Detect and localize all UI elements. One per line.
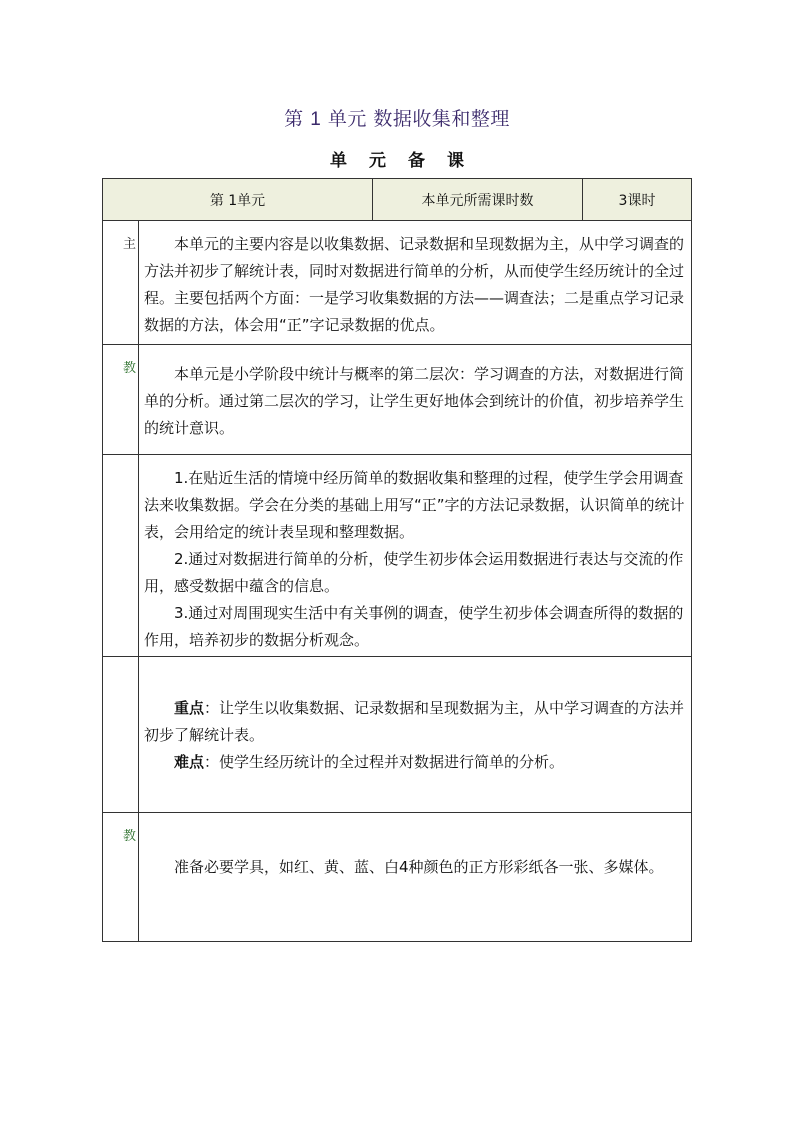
hours-value-cell: 3课时 (618, 192, 656, 209)
hours-label-cell: 本单元所需课时数 (373, 179, 583, 220)
title-number: 1 (310, 109, 322, 130)
table-header-row (103, 179, 691, 221)
goal-item: 1.在贴近生活的情境中经历简单的数据收集和整理的过程，使学生学会用调查法来收集数据。学会在分类的基础上用写“正”字的方法记录数据，认识简单的统计表，会用给定的统计表呈现和整理数据。 (144, 469, 685, 541)
side-label-cell (103, 345, 139, 454)
page-title (0, 104, 794, 131)
goal-item: 2.通过对数据进行简单的分析，使学生初步体会运用数据进行表达与交流的作用，感受数据中蕴含的信息。 (144, 550, 684, 595)
content-cell (140, 465, 691, 654)
paragraph: 本单元是小学阶段中统计与概率的第二层次：学习调查的方法，对数据进行简单的分析。通过第二层次的学习，让学生更好地体会到统计的价值，初步培养学生的统计意识。 (144, 365, 685, 437)
key-label: 重点 (174, 699, 205, 717)
content-cell (140, 695, 691, 776)
paragraph: 准备必要学具，如红、黄、蓝、白4种颜色的正方形彩纸各一张、多媒体。 (174, 858, 664, 876)
content-cell (140, 361, 691, 442)
title-prefix: 第 (284, 108, 304, 130)
key-text: ：让学生以收集数据、记录数据和呈现数据为主，从中学习调查的方法并初步了解统计表。 (144, 699, 685, 744)
difficulty-label: 难点 (174, 753, 205, 771)
content-cell (140, 231, 691, 339)
difficulty-text: ：使学生经历统计的全过程并对数据进行简单的分析。 (204, 753, 565, 771)
side-label-cell (103, 221, 139, 344)
page-subtitle: 单元备课 (330, 151, 486, 171)
table-row-goals (103, 455, 691, 657)
side-label-cell (103, 813, 139, 941)
content-cell (140, 854, 691, 881)
table-row-key-points (103, 657, 691, 813)
goal-item: 3.通过对周围现实生活中有关事例的调查，使学生初步体会调查所得的数据的作用，培养初步的数据分析观念。 (144, 604, 684, 649)
side-label: 教 (123, 829, 137, 844)
side-label: 教 (123, 361, 137, 376)
title-suffix: 单元 数据收集和整理 (327, 108, 510, 130)
table-row-content (103, 221, 691, 345)
side-label-cell (103, 455, 139, 656)
key-point (144, 695, 685, 749)
side-label: 主 (123, 237, 137, 252)
unit-plan-table (102, 178, 692, 942)
unit-cell: 第 1单元 (103, 179, 373, 220)
table-row-preparation (103, 813, 691, 941)
table-row-analysis (103, 345, 691, 455)
difficult-point (144, 749, 685, 776)
side-label-cell (103, 657, 139, 812)
paragraph: 本单元的主要内容是以收集数据、记录数据和呈现数据为主，从中学习调查的方法并初步了解统计表，同时对数据进行简单的分析，从而使学生经历统计的全过程。主要包括两个方面：一是学习收集数据的方法——调查法；二是重点学习记录数据的方法，体会用“正”字记录数据的优点。 (144, 235, 685, 334)
